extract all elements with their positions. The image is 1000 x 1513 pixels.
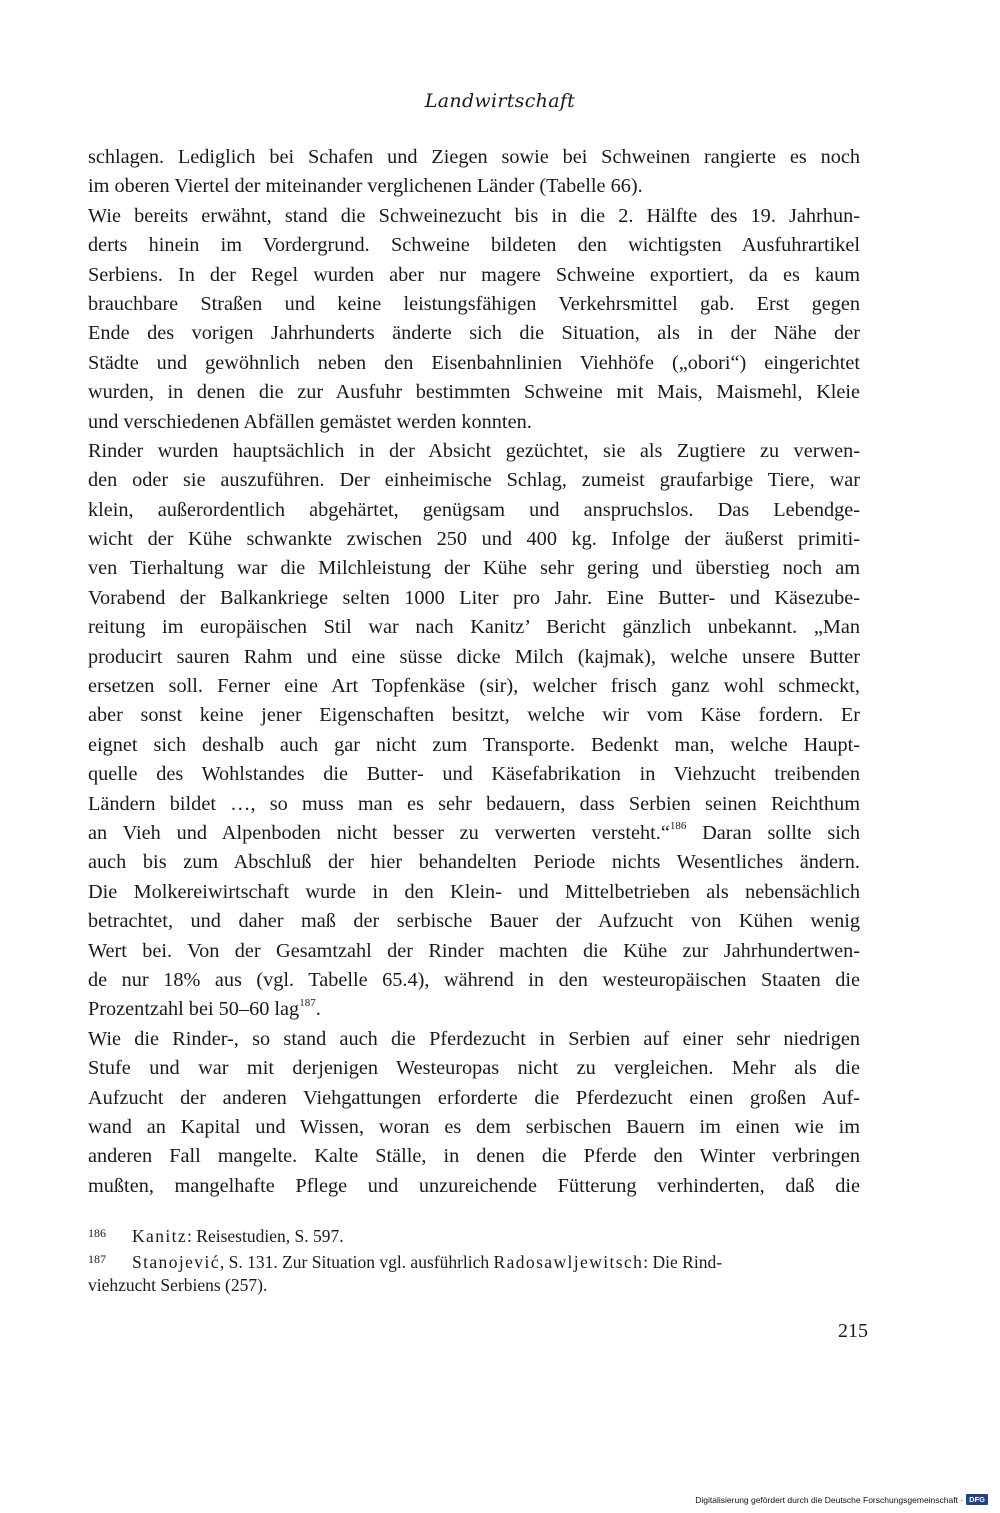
text-line: derts hinein im Vordergrund. Schweine bildeten den wichtigsten Ausfuhrartikel [88, 234, 860, 257]
text-line: wand an Kapital und Wissen, woran es dem serbischen Bauern im einen wie im [88, 1115, 860, 1138]
text-line: den oder sie auszuführen. Der einheimische Schlag, zumeist graufarbige Tiere, war [88, 469, 860, 492]
text-line: betrachtet, und daher maß der serbische Bauer der Aufzucht von Kühen wenig [88, 910, 860, 933]
page-number: 215 [838, 1320, 868, 1342]
footnotes [88, 1220, 860, 1298]
text-line: Die Molkereiwirtschaft wurde in den Klein- und Mittelbetrieben als nebensächlich [88, 880, 860, 903]
footnote-ref-187[interactable]: 187 [299, 996, 316, 1009]
text-line [88, 819, 860, 848]
text-line: anderen Fall mangelte. Kalte Ställe, in denen die Pferde den Winter verbringen [88, 1145, 860, 1168]
text-line: Ländern bildet …, so muss man es sehr bedauern, dass Serbien seinen Reichthum [88, 792, 860, 815]
text-line: Städte und gewöhnlich neben den Eisenbahnlinien Viehhöfe („obori“) eingerichtet [88, 351, 860, 374]
footnote-number: 186 [88, 1226, 106, 1240]
footnote-author: Radosawljewitsch [493, 1252, 644, 1272]
footnote-text: : Reisestudien, S. 597. [187, 1226, 344, 1246]
text-line: wicht der Kühe schwankte zwischen 250 und 400 kg. Infolge der äußerst primiti- [88, 528, 860, 551]
text-line: wurden, in denen die zur Ausfuhr bestimmten Schweine mit Mais, Maismehl, Kleie [88, 381, 860, 404]
footnote-187 [88, 1246, 860, 1272]
text-line: Rinder wurden hauptsächlich in der Absicht gezüchtet, sie als Zugtiere zu verwen- [88, 439, 860, 462]
text-line: und verschiedenen Abfällen gemästet werden konnten. [88, 410, 532, 433]
dfg-logo-icon: DFG [966, 1494, 988, 1505]
text-line [88, 995, 860, 1024]
text-line: auch bis zum Abschluß der hier behandelten Periode nichts Wesentliches ändern. [88, 851, 860, 874]
footnote-author: Kanitz [132, 1226, 188, 1246]
text-line: Vorabend der Balkankriege selten 1000 Liter pro Jahr. Eine Butter- und Käsezube- [88, 586, 860, 609]
text-line: mußten, mangelhafte Pflege und unzureichende Fütterung verhinderten, daß die [88, 1174, 860, 1197]
text-line: reitung im europäischen Stil war nach Kanitz’ Bericht gänzlich unbekannt. „Man [88, 616, 860, 639]
text-line: producirt sauren Rahm und eine süsse dicke Milch (kajmak), welche unsere Butter [88, 645, 860, 668]
text-line: quelle des Wohlstandes die Butter- und Käsefabrikation in Viehzucht treibenden [88, 763, 860, 786]
text-line: Wert bei. Von der Gesamtzahl der Rinder machten die Kühe zur Jahrhundertwen- [88, 939, 860, 962]
body-text [88, 143, 860, 1201]
text-segment: Prozentzahl bei 50–60 lag [88, 998, 300, 1021]
footnote-ref-186[interactable]: 186 [669, 820, 687, 833]
text-line: Wie die Rinder-, so stand auch die Pferdezucht in Serbien auf einer sehr niedrigen [88, 1027, 860, 1050]
text-line: eignet sich deshalb auch gar nicht zum Transporte. Bedenkt man, welche Haupt- [88, 733, 860, 756]
text-segment: Daran sollte sich [686, 821, 860, 844]
text-line: brauchbare Straßen und keine leistungsfähigen Verkehrsmittel gab. Erst gegen [88, 292, 860, 315]
footer-text: Digitalisierung gefördert durch die Deutsche Forschungsgemeinschaft · [695, 1494, 964, 1505]
text-line: Ende des vorigen Jahrhunderts änderte sich die Situation, als in der Nähe der [88, 322, 860, 345]
footnote-text: : Die Rind- [643, 1252, 723, 1272]
text-line: de nur 18% aus (vgl. Tabelle 65.4), während in den westeuropäischen Staaten die [88, 968, 860, 991]
footnote-number: 187 [88, 1252, 106, 1266]
footnote-187-continued: viehzucht Serbiens (257). [88, 1275, 268, 1295]
text-line: Wie bereits erwähnt, stand die Schweinezucht bis in die 2. Hälfte des 19. Jahrhun- [88, 204, 860, 227]
text-line: ersetzen soll. Ferner eine Art Topfenkäse (sir), welcher frisch ganz wohl schmeckt, [88, 675, 860, 698]
text-line: ven Tierhaltung war die Milchleistung der Kühe sehr gering und überstieg noch am [88, 557, 860, 580]
footnote-text: , S. 131. Zur Situation vgl. ausführlich [219, 1252, 494, 1272]
text-segment: . [315, 998, 321, 1021]
text-line: Serbiens. In der Regel wurden aber nur magere Schweine exportiert, da es kaum [88, 263, 860, 286]
text-segment: an Vieh und Alpenboden nicht besser zu verwerten versteht.“ [88, 821, 670, 844]
text-line: im oberen Viertel der miteinander verglichenen Länder (Tabelle 66). [88, 175, 643, 198]
digitization-footer [695, 1494, 988, 1505]
running-header: Landwirtschaft [424, 90, 576, 112]
text-line: Stufe und war mit derjenigen Westeuropas nicht zu vergleichen. Mehr als die [88, 1057, 860, 1080]
footnote-186 [88, 1220, 860, 1246]
text-line: schlagen. Lediglich bei Schafen und Ziegen sowie bei Schweinen rangierte es noch [88, 146, 860, 168]
text-line: Aufzucht der anderen Viehgattungen erforderte die Pferdezucht einen großen Auf- [88, 1086, 860, 1109]
footnote-author: Stanojević [132, 1252, 220, 1272]
text-line: klein, außerordentlich abgehärtet, genügsam und anspruchslos. Das Lebendge- [88, 498, 860, 521]
text-line: aber sonst keine jener Eigenschaften besitzt, welche wir vom Käse fordern. Er [88, 704, 860, 727]
